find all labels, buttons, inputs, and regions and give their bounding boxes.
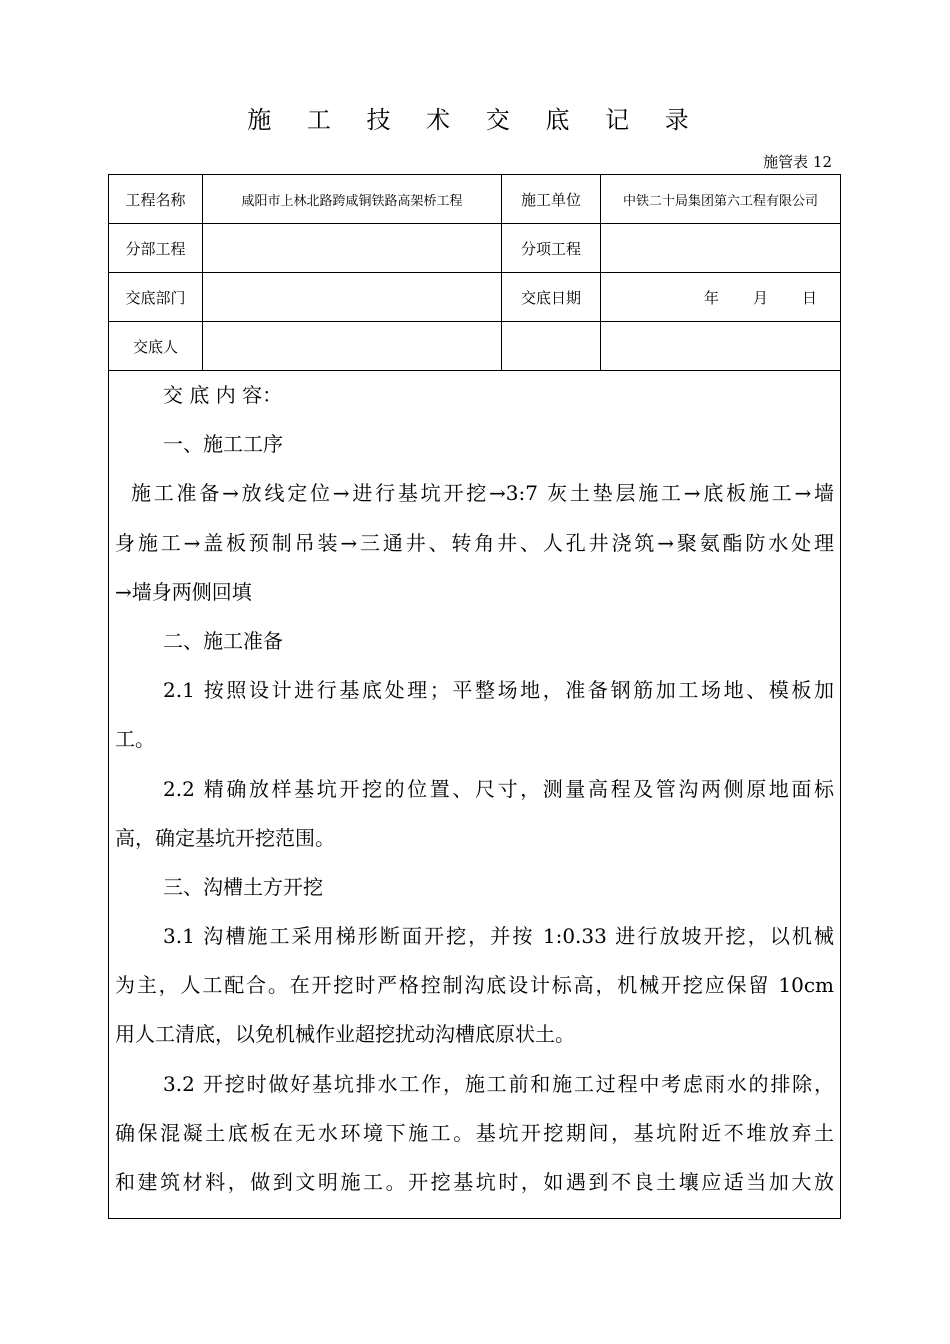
date-month: 月: [753, 289, 769, 307]
paragraph-line: 为主，人工配合。在开挖时严格控制沟底设计标高，机械开挖应保留 10cm: [115, 973, 834, 998]
empty-cell: [502, 322, 600, 370]
section-title: 二、施工准备: [163, 628, 283, 653]
paragraph-line: 工。: [115, 727, 155, 752]
date-label: 交底日期: [520, 288, 581, 307]
paragraph-line: 高，确定基坑开挖范围。: [115, 825, 335, 850]
subitem-label: 分项工程: [520, 239, 581, 258]
project-name-label: 工程名称: [125, 190, 186, 209]
department-value: [203, 273, 501, 321]
paragraph-line: 和建筑材料，做到文明施工。开挖基坑时，如遇到不良土壤应适当加大放: [115, 1170, 834, 1194]
person-value: [203, 322, 501, 370]
section-title: 三、沟槽土方开挖: [163, 874, 323, 899]
paragraph-line: →墙身两侧回填: [115, 579, 252, 604]
paragraph-line: 2.2 精确放样基坑开挖的位置、尺寸，测量高程及管沟两侧原地面标: [163, 776, 834, 801]
paragraph-line: 确保混凝土底板在无水环境下施工。基坑开挖期间，基坑附近不堆放弃土: [115, 1120, 834, 1145]
date-day: 日: [802, 289, 818, 307]
date-year: 年: [704, 289, 720, 307]
form-number: 施管表 12: [763, 153, 832, 171]
division-label: 分部工程: [125, 239, 186, 258]
empty-cell: [601, 322, 840, 370]
construction-unit-value: 中铁二十局集团第六工程有限公司: [622, 193, 818, 209]
content-heading: 交 底 内 容：: [163, 383, 283, 407]
handover-content: [109, 371, 840, 1207]
person-label: 交底人: [132, 337, 178, 356]
record-table: [108, 174, 841, 1219]
paragraph-line: 3.2 开挖时做好基坑排水工作，施工前和施工过程中考虑雨水的排除，: [163, 1071, 834, 1096]
document-title: 施 工 技 术 交 底 记 录: [247, 106, 703, 134]
project-name-value: 咸阳市上林北路跨咸铜铁路高架桥工程: [241, 193, 463, 209]
date-value: [601, 273, 840, 321]
paragraph-line: 2.1 按照设计进行基底处理；平整场地，准备钢筋加工场地、模板加: [163, 678, 834, 703]
paragraph-line: 身施工→盖板预制吊装→三通井、转角井、人孔井浇筑→聚氨酯防水处理: [115, 530, 834, 555]
paragraph-line: 施工准备→放线定位→进行基坑开挖→3:7 灰土垫层施工→底板施工→墙: [131, 481, 834, 506]
paragraph-line: 用人工清底，以免机械作业超挖扰动沟槽底原状土。: [115, 1022, 575, 1047]
subitem-value: [601, 224, 840, 272]
department-label: 交底部门: [125, 288, 186, 307]
division-value: [203, 224, 501, 272]
paragraph-line: 3.1 沟槽施工采用梯形断面开挖，并按 1:0.33 进行放坡开挖，以机械: [163, 924, 834, 949]
construction-unit-label: 施工单位: [520, 190, 581, 209]
section-title: 一、施工工序: [163, 432, 283, 457]
